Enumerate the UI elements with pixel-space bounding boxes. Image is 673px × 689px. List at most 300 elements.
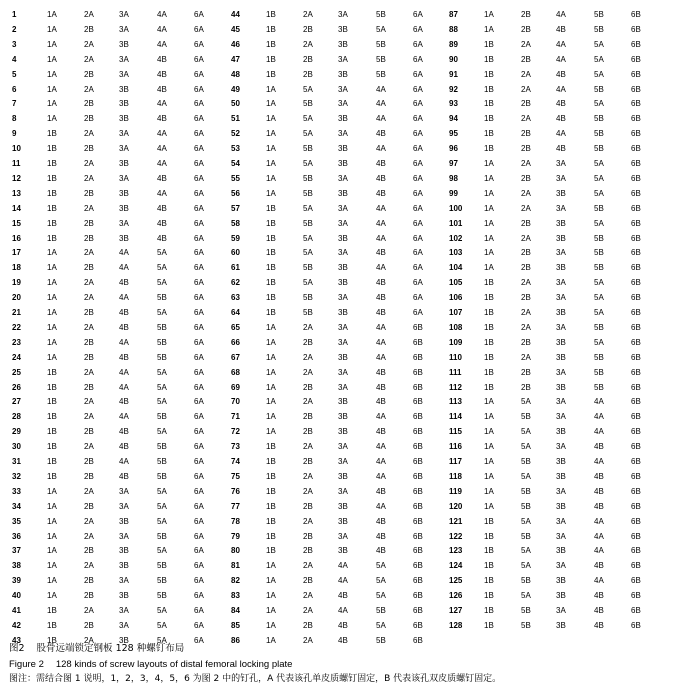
layout-number: 61	[231, 263, 240, 273]
layout-number: 22	[12, 322, 21, 332]
hole-code: 3B	[556, 457, 566, 466]
hole-code: 1B	[47, 397, 57, 407]
hole-code: 4B	[157, 114, 167, 124]
hole-code: 2B	[84, 24, 94, 34]
hole-code: 3B	[119, 84, 129, 94]
hole-code: 2B	[84, 471, 94, 481]
hole-code: 2B	[521, 218, 531, 228]
layout-number: 119	[449, 486, 462, 496]
hole-code: 3B	[338, 471, 348, 481]
hole-code: 6B	[413, 352, 423, 362]
hole-code: 4A	[376, 84, 386, 94]
layout-number: 45	[231, 24, 240, 34]
hole-code: 4A	[157, 24, 167, 34]
hole-code: 1A	[266, 114, 276, 124]
hole-code: 4B	[119, 322, 129, 332]
layout-number: 58	[231, 218, 240, 228]
hole-code: 1A	[484, 248, 494, 258]
hole-code: 6B	[631, 442, 641, 452]
layout-number: 105	[449, 278, 463, 288]
hole-code: 6A	[194, 278, 204, 288]
hole-code: 1B	[484, 352, 494, 362]
layout-number: 67	[231, 352, 240, 362]
hole-code: 2B	[521, 293, 531, 303]
layout-number: 28	[12, 412, 21, 422]
hole-code: 4A	[594, 397, 604, 407]
hole-code: 2B	[521, 367, 531, 377]
hole-code: 2A	[84, 293, 94, 303]
hole-code: 6B	[413, 367, 423, 377]
hole-code: 6A	[194, 308, 204, 317]
caption-en-title: 128 kinds of screw layouts of distal femoral locking plate	[55, 658, 293, 670]
hole-code: 1B	[266, 10, 276, 19]
hole-code: 4B	[338, 620, 348, 630]
layout-number: 98	[449, 173, 458, 183]
hole-code: 6B	[413, 561, 423, 571]
hole-code: 6B	[631, 606, 641, 615]
hole-code: 2A	[84, 322, 94, 332]
hole-code: 6B	[413, 412, 423, 422]
hole-code: 1A	[266, 367, 276, 377]
hole-code: 2B	[521, 10, 531, 19]
layout-number: 57	[231, 203, 240, 213]
hole-code: 4A	[119, 263, 129, 273]
hole-code: 2B	[303, 24, 313, 34]
hole-code: 6B	[413, 576, 423, 586]
hole-code: 3A	[119, 606, 129, 615]
hole-code: 1B	[47, 457, 57, 466]
hole-code: 5A	[594, 278, 604, 288]
hole-code: 2A	[84, 367, 94, 377]
hole-code: 3B	[556, 263, 566, 273]
hole-code: 1A	[484, 412, 494, 422]
hole-code: 2A	[303, 39, 313, 49]
hole-code: 2B	[84, 576, 94, 586]
hole-code: 4A	[376, 322, 386, 332]
hole-code: 4A	[594, 546, 604, 556]
hole-code: 1A	[484, 501, 494, 511]
layout-number: 36	[12, 531, 21, 541]
hole-code: 3B	[119, 635, 129, 645]
hole-code: 4B	[157, 69, 167, 79]
hole-code: 6B	[631, 591, 641, 601]
hole-code: 3B	[338, 397, 348, 407]
hole-code: 1A	[266, 84, 276, 94]
hole-code: 1B	[266, 54, 276, 64]
hole-code: 6A	[194, 576, 204, 586]
hole-code: 4B	[376, 308, 386, 317]
layout-number: 27	[12, 397, 21, 407]
hole-code: 2B	[521, 263, 531, 273]
hole-code: 5A	[594, 293, 604, 303]
hole-code: 1B	[266, 278, 276, 288]
hole-code: 1A	[47, 114, 57, 124]
layout-number: 109	[449, 337, 463, 347]
hole-code: 4A	[376, 352, 386, 362]
hole-code: 6A	[413, 144, 423, 154]
hole-code: 5A	[376, 561, 386, 571]
hole-code: 5A	[594, 99, 604, 109]
layout-number: 52	[231, 129, 240, 139]
hole-code: 6A	[194, 24, 204, 34]
hole-code: 3B	[338, 352, 348, 362]
hole-code: 3A	[338, 10, 348, 19]
hole-code: 4A	[119, 248, 129, 258]
hole-code: 6A	[194, 352, 204, 362]
hole-code: 6B	[631, 308, 641, 317]
hole-code: 6A	[194, 501, 204, 511]
hole-code: 3A	[556, 516, 566, 526]
hole-code: 6B	[413, 486, 423, 496]
hole-code: 4B	[376, 129, 386, 139]
hole-code: 5B	[594, 322, 604, 332]
hole-code: 5A	[157, 427, 167, 437]
layout-number: 16	[12, 233, 21, 243]
hole-code: 1A	[266, 337, 276, 347]
hole-code: 3B	[338, 412, 348, 422]
hole-code: 6B	[631, 546, 641, 556]
layout-number: 19	[12, 278, 21, 288]
hole-code: 1A	[266, 352, 276, 362]
hole-code: 2A	[521, 84, 531, 94]
hole-code: 5A	[157, 486, 167, 496]
hole-code: 3B	[119, 203, 129, 213]
layout-number: 63	[231, 293, 240, 303]
hole-code: 1A	[47, 352, 57, 362]
layout-number: 120	[449, 501, 463, 511]
layout-number: 23	[12, 337, 21, 347]
hole-code: 3B	[556, 591, 566, 601]
hole-code: 2B	[521, 129, 531, 139]
hole-code: 3A	[119, 173, 129, 183]
hole-code: 3B	[119, 546, 129, 556]
hole-code: 1A	[484, 486, 494, 496]
hole-code: 3A	[338, 382, 348, 392]
figure-caption	[9, 641, 669, 688]
hole-code: 6A	[413, 293, 423, 303]
hole-code: 5B	[594, 367, 604, 377]
hole-code: 1B	[47, 427, 57, 437]
hole-code: 2B	[521, 144, 531, 154]
hole-code: 2A	[521, 114, 531, 124]
hole-code: 6A	[194, 263, 204, 273]
hole-code: 6A	[194, 218, 204, 228]
hole-code: 1A	[47, 99, 57, 109]
hole-code: 2A	[521, 39, 531, 49]
hole-code: 4A	[594, 412, 604, 422]
hole-code: 2A	[303, 471, 313, 481]
hole-code: 1B	[484, 322, 494, 332]
layout-number: 60	[231, 248, 240, 258]
hole-code: 4B	[157, 54, 167, 64]
hole-code: 1B	[266, 69, 276, 79]
layout-number: 83	[231, 591, 240, 601]
layout-number: 95	[449, 129, 458, 139]
hole-code: 2A	[303, 486, 313, 496]
hole-code: 1B	[484, 39, 494, 49]
hole-code: 4A	[556, 10, 566, 19]
hole-code: 2B	[84, 69, 94, 79]
hole-code: 5B	[157, 442, 167, 452]
hole-code: 1B	[266, 531, 276, 541]
hole-code: 3B	[119, 99, 129, 109]
hole-code: 1A	[47, 486, 57, 496]
hole-code: 5B	[157, 561, 167, 571]
hole-code: 5B	[594, 10, 604, 19]
hole-code: 1A	[484, 233, 494, 243]
layout-number: 85	[231, 620, 240, 630]
hole-code: 6B	[631, 501, 641, 511]
hole-code: 3B	[338, 114, 348, 124]
hole-code: 2B	[303, 382, 313, 392]
hole-code: 1A	[47, 591, 57, 601]
hole-code: 1B	[484, 54, 494, 64]
hole-code: 2B	[521, 54, 531, 64]
hole-code: 6A	[194, 471, 204, 481]
hole-code: 5A	[521, 591, 531, 601]
hole-code: 5A	[521, 561, 531, 571]
hole-code: 4A	[556, 39, 566, 49]
hole-code: 1A	[47, 531, 57, 541]
hole-code: 3A	[556, 442, 566, 452]
layout-number: 87	[449, 10, 458, 19]
hole-code: 4A	[119, 293, 129, 303]
hole-code: 5A	[303, 233, 313, 243]
hole-code: 5B	[303, 99, 313, 109]
hole-code: 6A	[194, 322, 204, 332]
hole-code: 5A	[303, 159, 313, 168]
hole-code: 3B	[338, 263, 348, 273]
hole-code: 2B	[84, 591, 94, 601]
hole-code: 6A	[194, 531, 204, 541]
hole-code: 3A	[119, 486, 129, 496]
hole-code: 1A	[484, 173, 494, 183]
hole-code: 1B	[47, 382, 57, 392]
layout-number: 18	[12, 263, 21, 273]
hole-code: 2B	[84, 546, 94, 556]
hole-code: 6B	[631, 486, 641, 496]
hole-code: 1A	[266, 129, 276, 139]
hole-code: 6B	[631, 24, 641, 34]
hole-code: 4A	[376, 457, 386, 466]
hole-code: 5B	[594, 233, 604, 243]
hole-code: 5A	[521, 427, 531, 437]
hole-code: 1A	[47, 278, 57, 288]
layout-number: 42	[12, 620, 21, 630]
hole-code: 6B	[631, 263, 641, 273]
hole-code: 3A	[119, 10, 129, 19]
layout-number: 11	[12, 159, 21, 168]
hole-code: 5B	[521, 412, 531, 422]
hole-code: 2B	[303, 427, 313, 437]
hole-code: 4A	[376, 218, 386, 228]
hole-code: 2B	[84, 337, 94, 347]
hole-code: 1B	[47, 442, 57, 452]
hole-code: 3B	[556, 427, 566, 437]
layout-number: 62	[231, 278, 240, 288]
caption-note: 图注：需结合图 1 说明，1，2，3，4，5，6 为图 2 中的钉孔，A 代表该孔单皮质螺钉固定，B 代表该孔双皮质螺钉固定。	[9, 674, 502, 684]
hole-code: 5B	[376, 606, 386, 615]
hole-code: 1A	[47, 546, 57, 556]
hole-code: 4B	[376, 382, 386, 392]
hole-code: 2B	[84, 188, 94, 198]
layout-number: 37	[12, 546, 21, 556]
hole-code: 2A	[303, 352, 313, 362]
layout-number: 54	[231, 159, 240, 168]
hole-code: 6A	[413, 188, 423, 198]
layout-number: 24	[12, 352, 21, 362]
layout-number: 64	[231, 308, 240, 317]
layout-number: 34	[12, 501, 21, 511]
hole-code: 1B	[266, 39, 276, 49]
hole-code: 3A	[338, 84, 348, 94]
hole-code: 2B	[521, 24, 531, 34]
hole-code: 2A	[84, 412, 94, 422]
hole-code: 1A	[47, 69, 57, 79]
layout-number: 30	[12, 442, 21, 452]
hole-code: 2B	[84, 352, 94, 362]
hole-code: 1A	[266, 159, 276, 168]
layout-number: 113	[449, 397, 462, 407]
hole-code: 6A	[194, 293, 204, 303]
layout-number: 3	[12, 39, 17, 49]
hole-code: 5A	[157, 635, 167, 645]
hole-code: 6A	[194, 367, 204, 377]
layout-number: 78	[231, 516, 240, 526]
hole-code: 6B	[631, 173, 641, 183]
hole-code: 1B	[484, 620, 494, 630]
hole-code: 3A	[556, 293, 566, 303]
hole-code: 3A	[119, 576, 129, 586]
hole-code: 1B	[266, 516, 276, 526]
layout-number: 117	[449, 457, 462, 466]
hole-code: 2B	[521, 99, 531, 109]
hole-code: 3A	[556, 278, 566, 288]
hole-code: 1B	[484, 337, 494, 347]
hole-code: 1A	[47, 322, 57, 332]
hole-code: 5A	[521, 516, 531, 526]
hole-code: 1A	[484, 188, 494, 198]
hole-code: 1A	[484, 397, 494, 407]
layout-number: 65	[231, 322, 240, 332]
hole-code: 3A	[556, 159, 566, 168]
hole-code: 5B	[376, 635, 386, 645]
hole-code: 2B	[303, 457, 313, 466]
hole-code: 4B	[376, 248, 386, 258]
hole-code: 6B	[413, 620, 423, 630]
hole-code: 4A	[157, 39, 167, 49]
hole-code: 2B	[303, 531, 313, 541]
hole-code: 3B	[338, 233, 348, 243]
hole-code: 4A	[556, 54, 566, 64]
hole-code: 4B	[594, 591, 604, 601]
hole-code: 4B	[594, 606, 604, 615]
hole-code: 4B	[556, 99, 566, 109]
hole-code: 1B	[266, 218, 276, 228]
hole-code: 4A	[376, 471, 386, 481]
layout-number: 99	[449, 188, 458, 198]
hole-code: 3A	[338, 54, 348, 64]
layout-number: 128	[449, 620, 463, 630]
hole-code: 5A	[594, 308, 604, 317]
hole-code: 1B	[47, 620, 57, 630]
hole-code: 3A	[338, 367, 348, 377]
layout-number: 73	[231, 442, 240, 452]
hole-code: 6B	[631, 248, 641, 258]
hole-code: 6A	[194, 99, 204, 109]
hole-code: 1B	[484, 576, 494, 586]
hole-code: 4B	[376, 516, 386, 526]
hole-code: 2B	[303, 501, 313, 511]
layout-number: 72	[231, 427, 240, 437]
hole-code: 1B	[47, 367, 57, 377]
hole-code: 2A	[84, 84, 94, 94]
hole-code: 3A	[338, 99, 348, 109]
hole-code: 1B	[47, 471, 57, 481]
hole-code: 2A	[84, 561, 94, 571]
hole-code: 2A	[521, 188, 531, 198]
layout-number: 5	[12, 69, 17, 79]
hole-code: 1A	[47, 293, 57, 303]
hole-code: 4A	[376, 442, 386, 452]
layout-number: 89	[449, 39, 458, 49]
hole-code: 3B	[556, 576, 566, 586]
hole-code: 2A	[303, 442, 313, 452]
hole-code: 1B	[484, 114, 494, 124]
layout-number: 41	[12, 606, 21, 615]
hole-code: 5B	[376, 54, 386, 64]
hole-code: 2A	[303, 591, 313, 601]
hole-code: 4A	[119, 457, 129, 466]
hole-code: 6A	[194, 39, 204, 49]
hole-code: 1B	[266, 233, 276, 243]
hole-code: 1A	[47, 308, 57, 317]
hole-code: 5A	[594, 54, 604, 64]
hole-code: 5B	[594, 352, 604, 362]
hole-code: 6A	[413, 278, 423, 288]
hole-code: 6A	[194, 173, 204, 183]
hole-code: 3A	[338, 218, 348, 228]
hole-code: 4B	[594, 561, 604, 571]
hole-code: 1B	[484, 606, 494, 615]
layout-number: 80	[231, 546, 240, 556]
hole-code: 6B	[413, 382, 423, 392]
layout-number: 51	[231, 114, 240, 124]
hole-code: 5A	[594, 39, 604, 49]
hole-code: 6B	[631, 10, 641, 19]
hole-code: 6A	[413, 54, 423, 64]
hole-code: 6B	[413, 501, 423, 511]
layout-number: 110	[449, 352, 462, 362]
hole-code: 4B	[119, 471, 129, 481]
layout-number: 55	[231, 173, 240, 183]
hole-code: 2A	[84, 54, 94, 64]
hole-code: 6A	[194, 442, 204, 452]
hole-code: 3B	[119, 233, 129, 243]
hole-code: 3B	[556, 501, 566, 511]
hole-code: 1B	[47, 233, 57, 243]
hole-code: 6B	[631, 352, 641, 362]
hole-code: 2B	[303, 546, 313, 556]
hole-code: 2B	[521, 248, 531, 258]
hole-code: 4A	[157, 188, 167, 198]
hole-code: 6A	[194, 69, 204, 79]
hole-code: 5B	[303, 188, 313, 198]
hole-code: 6A	[413, 308, 423, 317]
layout-number: 20	[12, 293, 21, 303]
hole-code: 2B	[84, 457, 94, 466]
caption-cn-label: 图2	[9, 643, 25, 654]
